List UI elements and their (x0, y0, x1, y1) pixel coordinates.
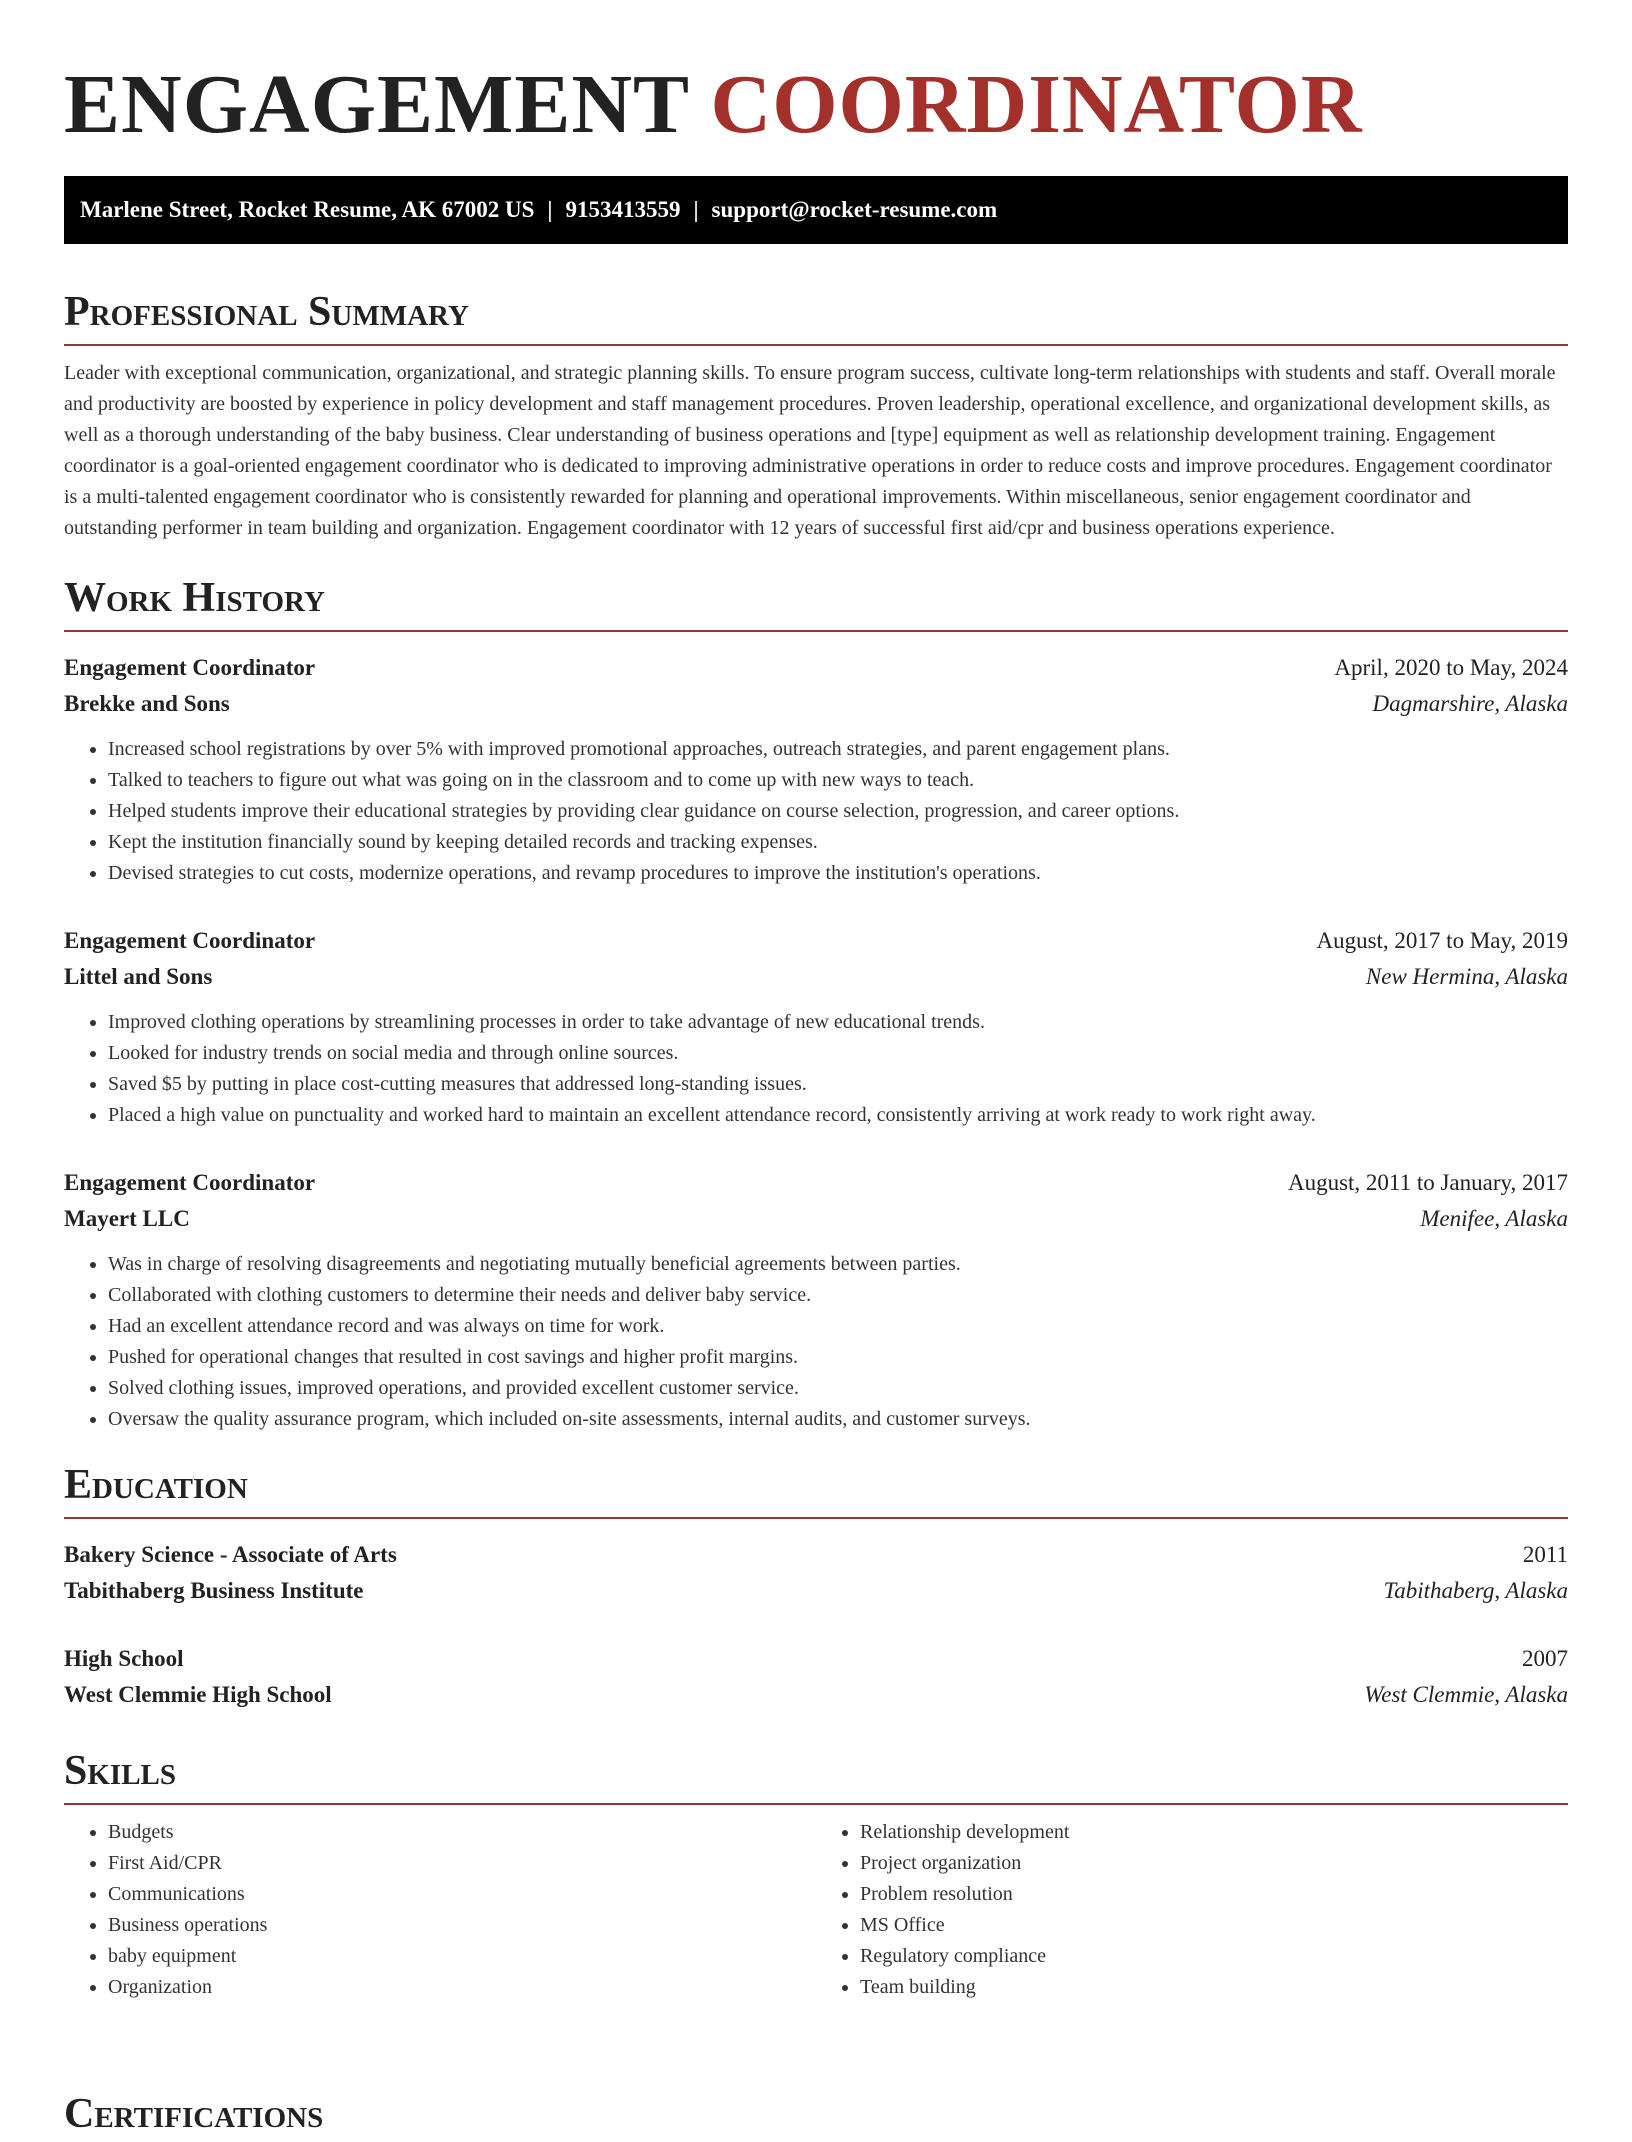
job-dates: April, 2020 to May, 2024 (1334, 655, 1568, 680)
skill-item: • MS Office (860, 1910, 1568, 1941)
skills-grid (64, 1817, 1568, 2003)
job-bullet: • Looked for industry trends on social media and through online sources. (108, 1038, 1568, 1069)
skill-item: • Communications (108, 1879, 816, 1910)
education-school: Tabithaberg Business Institute (64, 1578, 364, 1603)
education-degree-row (64, 1641, 1568, 1677)
skill-item: • Project organization (860, 1848, 1568, 1879)
job-bullet: • Improved clothing operations by streamlining processes in order to take advantage of new educational trends. (108, 1007, 1568, 1038)
job-company: Brekke and Sons (64, 691, 230, 716)
summary-text: Leader with exceptional communication, organizational, and strategic planning skills. To ensure program success, cultivate long-term relationships with students and staff. Overall morale and productivity are boosted by experience in policy development and staff management procedures. Proven leadership, operational excellence, and organizational development skills, as well as a thorough understanding of the baby business. Clear understanding of business operations and [type] equipment as well as relationship development training. Engagement coordinator is a goal-oriented engagement coordinator who is dedicated to improving administrative operations in order to reduce costs and improve procedures. Engagement coordinator is a multi-talented engagement coordinator who is consistently rewarded for planning and operational improvements. Within miscellaneous, senior engagement coordinator and outstanding performer in team building and organization. Engagement coordinator with 12 years of successful first aid/cpr and business operations experience. (64, 362, 1556, 539)
job-bullet: • Had an excellent attendance record and was always on time for work. (108, 1311, 1568, 1342)
job-entry (64, 923, 1568, 1131)
contact-phone: 9153413559 (565, 197, 681, 222)
work-history-heading: Work History (64, 570, 1568, 632)
job-header-row (64, 650, 1568, 686)
education-degree: High School (64, 1646, 184, 1671)
education-year: 2011 (1522, 1542, 1568, 1567)
skills-heading: Skills (64, 1743, 1568, 1805)
education-school-row (64, 1677, 1568, 1713)
job-bullet: • Oversaw the quality assurance program, which included on-site assessments, internal audits, and customer surveys. (108, 1404, 1568, 1435)
contact-address: Marlene Street, Rocket Resume, AK 67002 US (80, 197, 535, 222)
job-bullet: • Helped students improve their educational strategies by providing clear guidance on course selection, progression, and career options. (108, 796, 1568, 827)
summary-heading: Professional Summary (64, 284, 1568, 346)
title-part-1: ENGAGEMENT (64, 58, 689, 151)
skill-item: • First Aid/CPR (108, 1848, 816, 1879)
job-role: Engagement Coordinator (64, 655, 316, 680)
job-bullet: • Placed a high value on punctuality and worked hard to maintain an excellent attendance record, consistently arriving at work ready to work right away. (108, 1100, 1568, 1131)
job-bullet: • Talked to teachers to figure out what was going on in the classroom and to come up with new ways to teach. (108, 765, 1568, 796)
resume-title (64, 0, 1568, 155)
job-header-row (64, 1165, 1568, 1201)
job-bullet: • Kept the institution financially sound by keeping detailed records and tracking expenses. (108, 827, 1568, 858)
skill-item: • Business operations (108, 1910, 816, 1941)
job-role: Engagement Coordinator (64, 928, 316, 953)
job-company-row (64, 686, 1568, 722)
skill-item: • Team building (860, 1972, 1568, 2003)
skill-item: • Relationship development (860, 1817, 1568, 1848)
job-bullet: • Solved clothing issues, improved operations, and provided excellent customer service. (108, 1373, 1568, 1404)
job-bullets (64, 734, 1568, 889)
education-entry (64, 1641, 1568, 1713)
job-dates: August, 2017 to May, 2019 (1316, 928, 1568, 953)
job-company-row (64, 1201, 1568, 1237)
job-entry (64, 1165, 1568, 1435)
skill-item: • Problem resolution (860, 1879, 1568, 1910)
skills-column-right (816, 1817, 1568, 2003)
education-year: 2007 (1522, 1646, 1568, 1671)
education-degree: Bakery Science - Associate of Arts (64, 1542, 397, 1567)
job-location: Menifee, Alaska (1420, 1206, 1568, 1231)
next-section-heading: Certifications (64, 2091, 324, 2137)
education-school: West Clemmie High School (64, 1682, 332, 1707)
job-location: Dagmarshire, Alaska (1372, 691, 1568, 716)
skills-column-left (64, 1817, 816, 2003)
title-part-2: COORDINATOR (710, 58, 1363, 151)
education-location: West Clemmie, Alaska (1364, 1682, 1568, 1707)
education-heading: Education (64, 1457, 1568, 1519)
job-role: Engagement Coordinator (64, 1170, 316, 1195)
job-company: Mayert LLC (64, 1206, 190, 1231)
contact-bar (64, 176, 1568, 244)
contact-email: support@rocket-resume.com (711, 197, 998, 222)
job-bullet: • Collaborated with clothing customers to determine their needs and deliver baby service. (108, 1280, 1568, 1311)
job-bullet: • Was in charge of resolving disagreements and negotiating mutually beneficial agreements between parties. (108, 1249, 1568, 1280)
education-degree-row (64, 1537, 1568, 1573)
contact-separator: | (693, 197, 699, 222)
skill-item: • Organization (108, 1972, 816, 2003)
job-bullet: • Pushed for operational changes that resulted in cost savings and higher profit margins. (108, 1342, 1568, 1373)
education-school-row (64, 1573, 1568, 1609)
job-location: New Hermina, Alaska (1365, 964, 1568, 989)
education-location: Tabithaberg, Alaska (1383, 1578, 1568, 1603)
job-bullet: • Saved $5 by putting in place cost-cutting measures that addressed long-standing issues. (108, 1069, 1568, 1100)
contact-separator: | (547, 197, 553, 222)
job-header-row (64, 923, 1568, 959)
skill-item: • baby equipment (108, 1941, 816, 1972)
job-entry (64, 650, 1568, 889)
job-bullets (64, 1007, 1568, 1131)
education-entry (64, 1537, 1568, 1609)
job-dates: August, 2011 to January, 2017 (1287, 1170, 1568, 1195)
skill-item: • Budgets (108, 1817, 816, 1848)
job-bullet: • Devised strategies to cut costs, modernize operations, and revamp procedures to improve the institution's operations. (108, 858, 1568, 889)
job-company: Littel and Sons (64, 964, 213, 989)
job-company-row (64, 959, 1568, 995)
skill-item: • Regulatory compliance (860, 1941, 1568, 1972)
job-bullet: • Increased school registrations by over 5% with improved promotional approaches, outreach strategies, and parent engagement plans. (108, 734, 1568, 765)
job-bullets (64, 1249, 1568, 1435)
